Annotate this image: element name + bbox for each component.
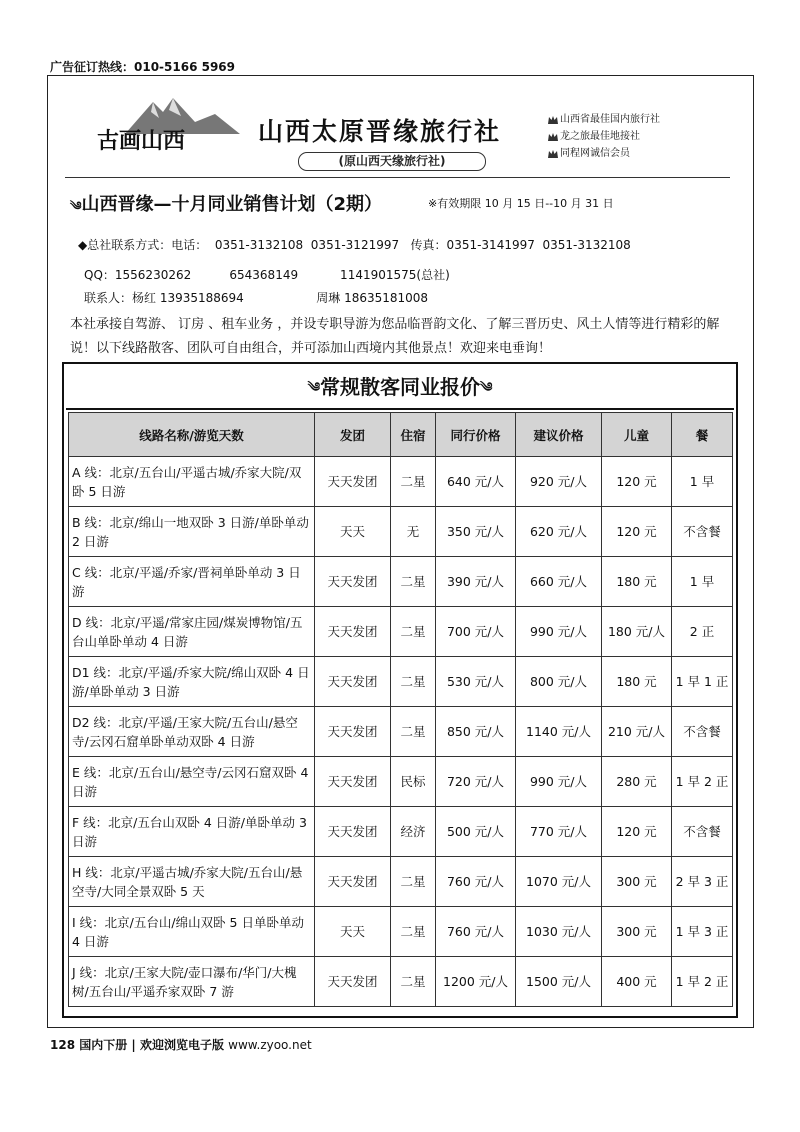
cell-child: 180 元 [602,657,672,707]
table-row [69,507,733,557]
honor-label: 龙之旅最佳地接社 [560,131,640,142]
crown-icon [548,115,558,125]
table-row [69,857,733,907]
cell-trade: 350 元/人 [436,507,516,557]
cell-trade: 760 元/人 [436,907,516,957]
cell-hotel: 二星 [391,557,436,607]
cell-depart: 天天发团 [315,457,391,507]
cell-child: 120 元 [602,807,672,857]
cell-trade: 390 元/人 [436,557,516,607]
cell-child: 300 元 [602,857,672,907]
honor-label: 山西省最佳国内旅行社 [560,114,660,125]
plan-title [70,190,382,227]
honor-label: 同程网诚信会员 [560,148,630,159]
plan-title-text: 山西晋缘—十月同业销售计划（2期） [81,194,382,215]
col-header-trade-price: 同行价格 [436,413,516,457]
cell-retail: 1140 元/人 [516,707,602,757]
cell-meals: 1 早 [672,557,733,607]
col-header-child: 儿童 [602,413,672,457]
cell-route: H 线：北京/平遥古城/乔家大院/五台山/悬空寺/大同全景双卧 5 天 [69,857,315,907]
cell-meals: 1 早 [672,457,733,507]
cell-child: 120 元 [602,457,672,507]
ornament-icon: ༄ [307,380,320,396]
table-row [69,957,733,1007]
logo-calligraphy: 古画山西 [97,128,186,152]
cell-depart: 天天发团 [315,857,391,907]
honor-item [548,145,660,162]
cell-child: 180 元/人 [602,607,672,657]
cell-retail: 920 元/人 [516,457,602,507]
col-header-retail-price: 建议价格 [516,413,602,457]
table-row [69,707,733,757]
ornament-icon: ༄ [70,199,82,213]
cell-hotel: 民标 [391,757,436,807]
cell-depart: 天天发团 [315,957,391,1007]
cell-hotel: 二星 [391,707,436,757]
cell-meals: 1 早 2 正 [672,757,733,807]
cell-meals: 不含餐 [672,507,733,557]
cell-retail: 990 元/人 [516,607,602,657]
contact-phone-fax: ◆总社联系方式：电话： 0351-3132108 0351-3121997 传真：0351-3141997 0351-3132108 [78,238,631,252]
cell-trade: 530 元/人 [436,657,516,707]
cell-child: 120 元 [602,507,672,557]
cell-child: 210 元/人 [602,707,672,757]
cell-retail: 990 元/人 [516,757,602,807]
cell-meals: 1 早 3 正 [672,907,733,957]
cell-depart: 天天 [315,507,391,557]
cell-child: 180 元 [602,557,672,607]
col-header-route: 线路名称/游览天数 [69,413,315,457]
cell-depart: 天天发团 [315,607,391,657]
crown-icon [548,132,558,142]
cell-retail: 620 元/人 [516,507,602,557]
table-header-row [69,413,733,457]
table-row [69,907,733,957]
cell-route: J 线：北京/王家大院/壶口瀑布/华门/大槐树/五台山/平遥乔家双卧 7 游 [69,957,315,1007]
cell-trade: 850 元/人 [436,707,516,757]
plan-validity: ※有效期限 10 月 15 日--10 月 31 日 [428,197,614,210]
cell-child: 280 元 [602,757,672,807]
cell-retail: 770 元/人 [516,807,602,857]
table-row [69,457,733,507]
cell-child: 400 元 [602,957,672,1007]
cell-retail: 660 元/人 [516,557,602,607]
cell-meals: 不含餐 [672,707,733,757]
price-table-box [62,362,738,1018]
cell-hotel: 经济 [391,807,436,857]
cell-child: 300 元 [602,907,672,957]
footer-url[interactable]: www.zyoo.net [228,1038,312,1052]
cell-retail: 1030 元/人 [516,907,602,957]
ad-hotline: 广告征订热线：010-5166 5969 [50,60,236,74]
page-footer [50,1036,312,1053]
honors-list [548,111,660,162]
cell-depart: 天天 [315,907,391,957]
table-heading-text: 常规散客同业报价 [320,375,480,399]
cell-depart: 天天发团 [315,557,391,607]
table-row [69,807,733,857]
intro-paragraph: 本社承接自驾游、 订房 、租车业务 ，并设专职导游为您品临晋韵文化、了解三晋历史、风土人情等进行精彩的解说！以下线路散客、团队可自由组合，并可添加山西境内其他景点！欢迎来电垂询！ [70,317,720,356]
cell-depart: 天天发团 [315,657,391,707]
cell-retail: 800 元/人 [516,657,602,707]
cell-meals: 2 早 3 正 [672,857,733,907]
cell-hotel: 无 [391,507,436,557]
table-row [69,557,733,607]
cell-route: I 线：北京/五台山/绵山双卧 5 日单卧单动 4 日游 [69,907,315,957]
cell-trade: 760 元/人 [436,857,516,907]
col-header-depart: 发团 [315,413,391,457]
cell-retail: 1500 元/人 [516,957,602,1007]
cell-route: C 线：北京/平遥/乔家/晋祠单卧单动 3 日游 [69,557,315,607]
footer-page-info: 128 国内下册 | 欢迎浏览电子版 [50,1038,224,1052]
honor-item [548,111,660,128]
table-row [69,607,733,657]
cell-depart: 天天发团 [315,757,391,807]
cell-route: D2 线：北京/平遥/王家大院/五台山/悬空寺/云冈石窟单卧单动双卧 4 日游 [69,707,315,757]
cell-meals: 2 正 [672,607,733,657]
cell-depart: 天天发团 [315,807,391,857]
agency-name: 山西太原晋缘旅行社 [258,117,502,146]
cell-hotel: 二星 [391,457,436,507]
cell-route: E 线：北京/五台山/悬空寺/云冈石窟双卧 4 日游 [69,757,315,807]
cell-trade: 1200 元/人 [436,957,516,1007]
agency-former-name: (原山西天缘旅行社) [298,152,486,171]
price-table [68,412,733,1007]
table-row [69,757,733,807]
table-row [69,657,733,707]
table-heading [66,366,734,410]
cell-hotel: 二星 [391,857,436,907]
contact-qq: QQ：1556230262 654368149 1141901575(总社) [84,268,450,282]
cell-trade: 700 元/人 [436,607,516,657]
cell-route: D 线：北京/平遥/常家庄园/煤炭博物馆/五台山单卧单动 4 日游 [69,607,315,657]
cell-trade: 640 元/人 [436,457,516,507]
crown-icon [548,149,558,159]
cell-hotel: 二星 [391,607,436,657]
honor-item [548,128,660,145]
cell-depart: 天天发团 [315,707,391,757]
cell-meals: 1 早 1 正 [672,657,733,707]
cell-retail: 1070 元/人 [516,857,602,907]
col-header-hotel: 住宿 [391,413,436,457]
header-divider [65,177,730,178]
col-header-meals: 餐 [672,413,733,457]
cell-hotel: 二星 [391,957,436,1007]
contact-persons: 联系人：杨红 13935188694 周琳 18635181008 [84,291,429,305]
cell-hotel: 二星 [391,657,436,707]
cell-route: D1 线：北京/平遥/乔家大院/绵山双卧 4 日游/单卧单动 3 日游 [69,657,315,707]
cell-route: B 线：北京/绵山一地双卧 3 日游/单卧单动 2 日游 [69,507,315,557]
cell-trade: 500 元/人 [436,807,516,857]
cell-route: A 线：北京/五台山/平遥古城/乔家大院/双卧 5 日游 [69,457,315,507]
cell-route: F 线：北京/五台山双卧 4 日游/单卧单动 3 日游 [69,807,315,857]
cell-meals: 不含餐 [672,807,733,857]
cell-meals: 1 早 2 正 [672,957,733,1007]
mountain-logo-icon [95,92,245,152]
cell-hotel: 二星 [391,907,436,957]
ornament-icon: ༄ [480,380,493,396]
cell-trade: 720 元/人 [436,757,516,807]
